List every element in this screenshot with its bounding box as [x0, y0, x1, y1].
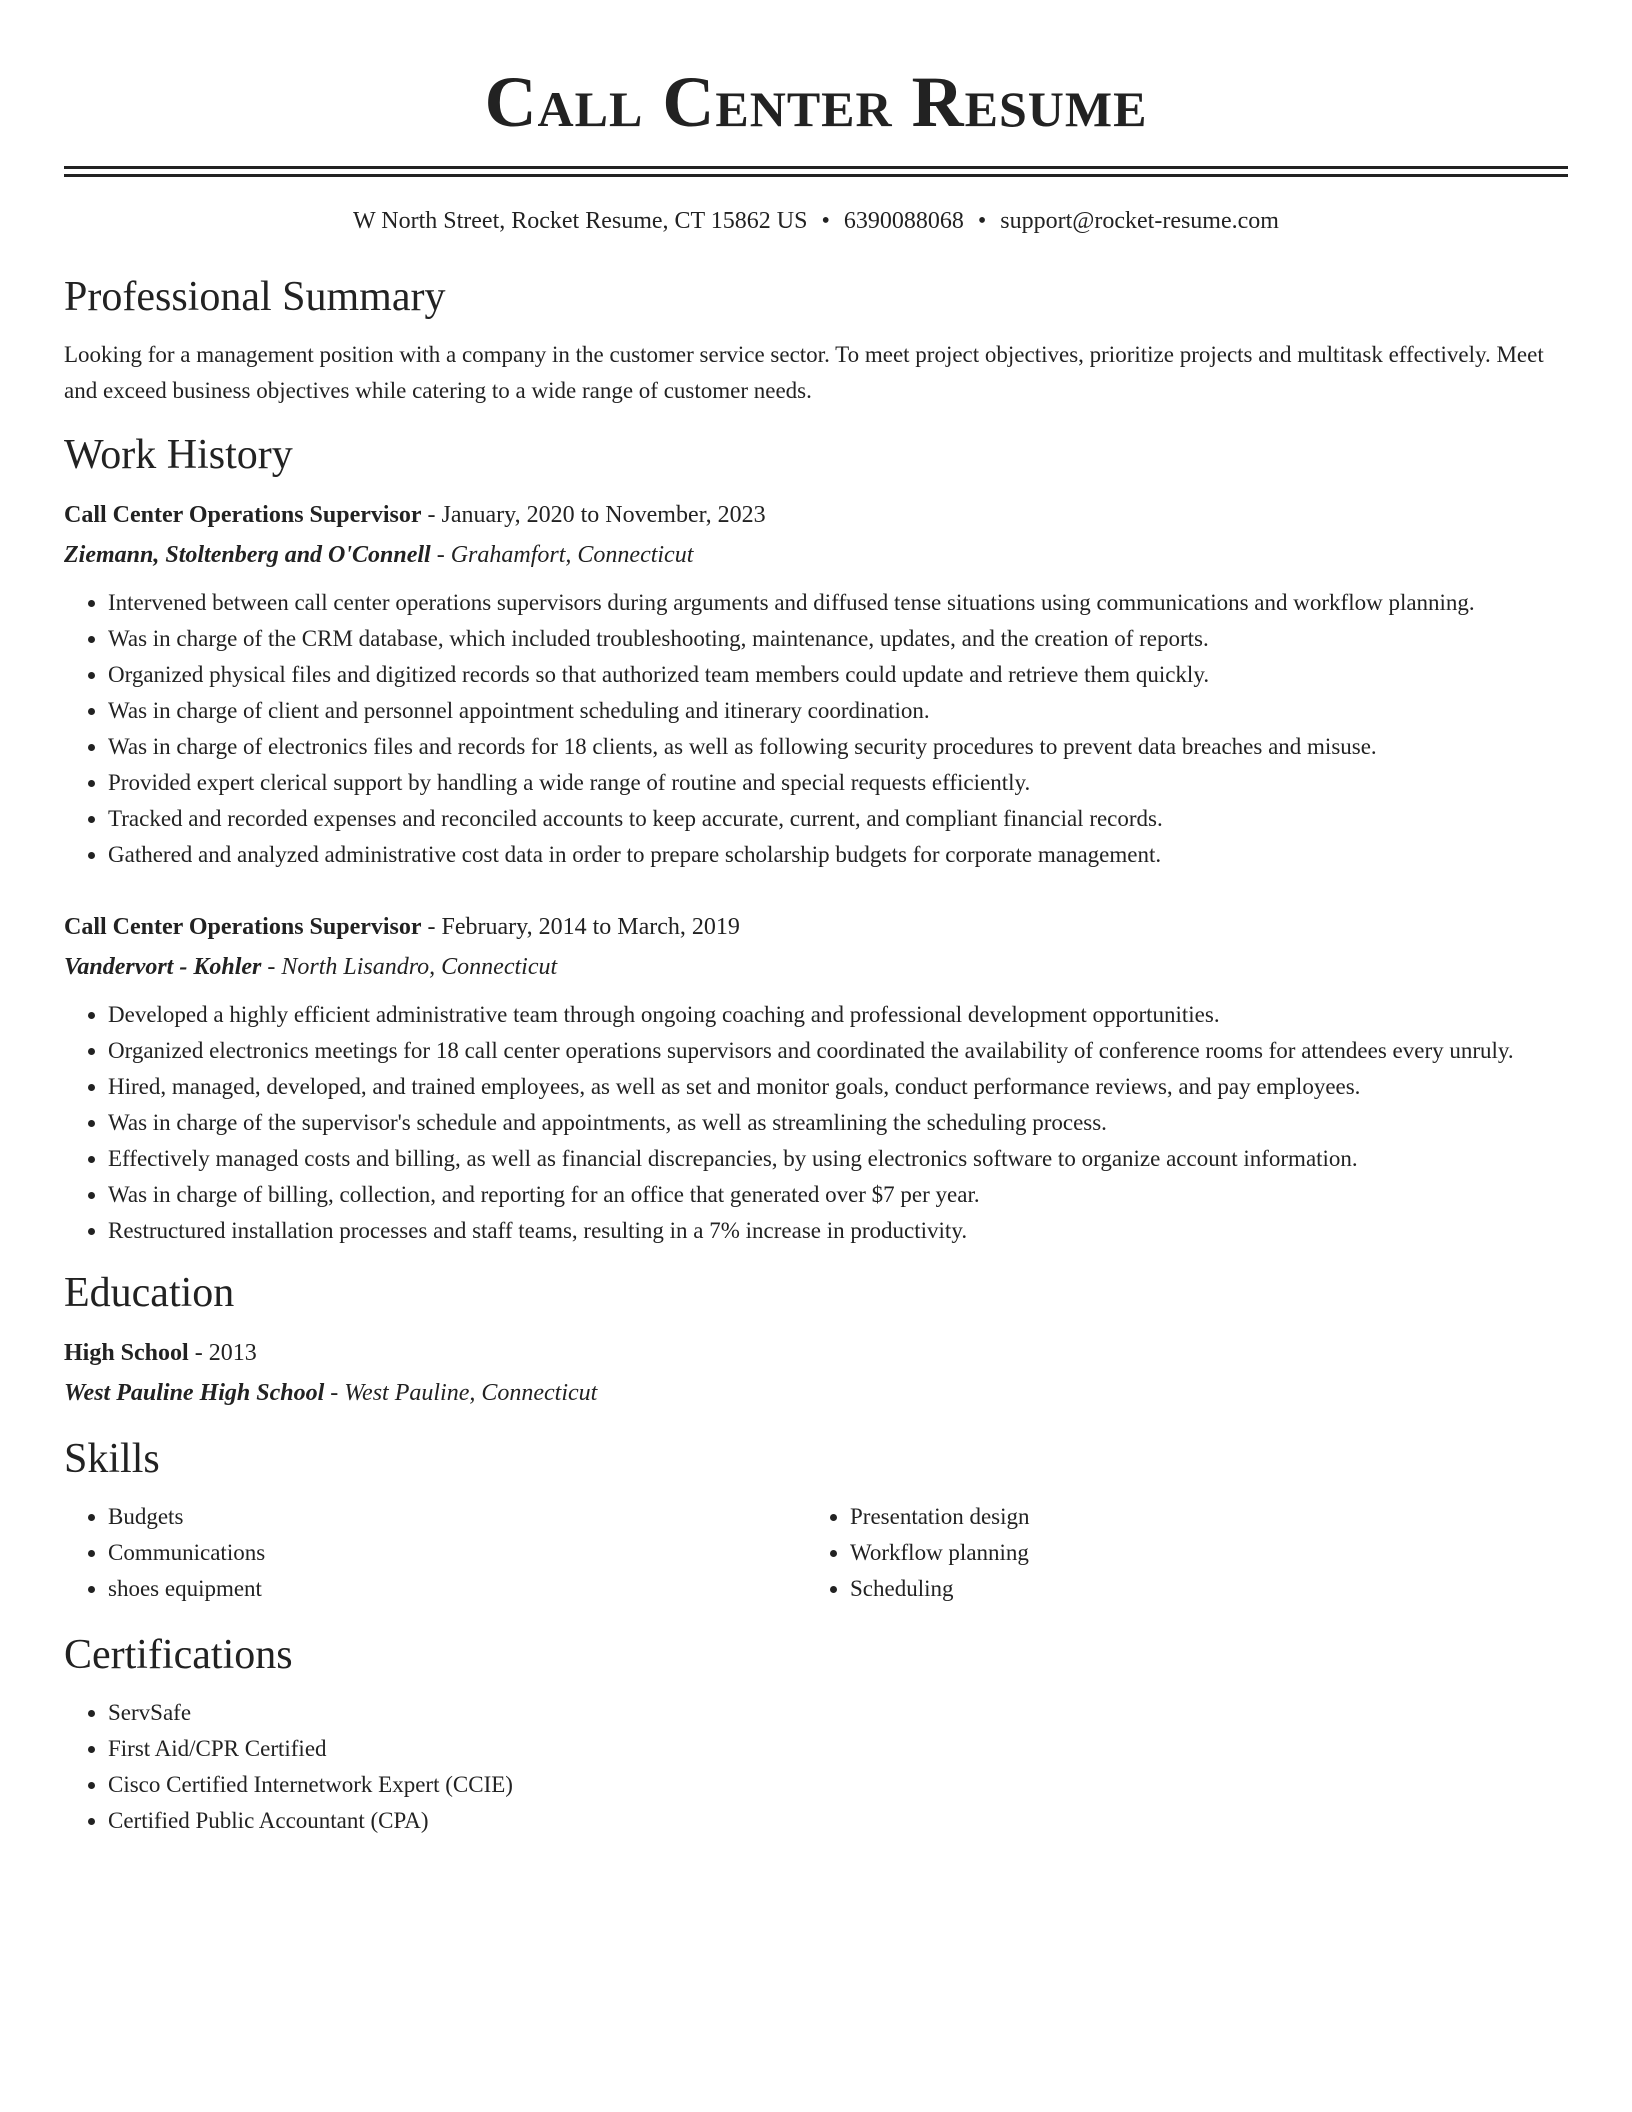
- degree: High School: [64, 1340, 189, 1366]
- list-item: • Effectively managed costs and billing, as well as financial discrepancies, by using electronics software to organize account information.: [108, 1141, 1568, 1177]
- skills-section: [64, 1433, 1568, 1607]
- list-item: • Developed a highly efficient administrative team through ongoing coaching and professional development opportunities.: [108, 997, 1568, 1033]
- job-title-line: [64, 495, 1568, 535]
- list-item: • Organized electronics meetings for 18 call center operations supervisors and coordinated the availability of conference rooms for attendees every unruly.: [108, 1033, 1568, 1069]
- company-line: [64, 535, 1568, 575]
- job-entry: [64, 907, 1568, 1249]
- company-location: - Grahamfort, Connecticut: [430, 542, 694, 568]
- certification-item: • Cisco Certified Internetwork Expert (CCIE): [108, 1767, 1568, 1803]
- summary-section: [64, 271, 1568, 409]
- job-entry: [64, 495, 1568, 873]
- job-dates: - February, 2014 to March, 2019: [421, 914, 740, 940]
- contact-phone: 6390088068: [843, 208, 964, 234]
- list-item: • Provided expert clerical support by handling a wide range of routine and special requests efficiently.: [108, 765, 1568, 801]
- summary-text: Looking for a management position with a company in the customer service sector. To meet project objectives, prioritize projects and multitask effectively. Meet and exceed business objectives while catering to a wide range of customer needs.: [64, 342, 1544, 403]
- job-bullets: [64, 997, 1568, 1249]
- resume-title: Call Center Resume: [484, 62, 1148, 142]
- summary-heading: Professional Summary: [64, 274, 446, 320]
- school-name: West Pauline High School: [64, 1380, 325, 1406]
- degree-line: [64, 1333, 1568, 1373]
- education-entry: [64, 1333, 1568, 1413]
- list-item: • Was in charge of electronics files and records for 18 clients, as well as following security procedures to prevent data breaches and misuse.: [108, 729, 1568, 765]
- skill-item: • Presentation design: [850, 1499, 1548, 1535]
- list-item: • Was in charge of the CRM database, which included troubleshooting, maintenance, updates, and the creation of reports.: [108, 621, 1568, 657]
- skill-item: • shoes equipment: [108, 1571, 806, 1607]
- contact-address: W North Street, Rocket Resume, CT 15862 US: [353, 208, 808, 234]
- graduation-year: - 2013: [188, 1340, 257, 1366]
- resume-page: [64, 0, 1568, 1839]
- company-location: - North Lisandro, Connecticut: [261, 954, 558, 980]
- school-location: - West Pauline, Connecticut: [324, 1380, 598, 1406]
- company-name: Vandervort - Kohler: [64, 954, 262, 980]
- title-double-rule: [64, 166, 1568, 177]
- list-item: • Restructured installation processes and staff teams, resulting in a 7% increase in productivity.: [108, 1213, 1568, 1249]
- certifications-heading: Certifications: [64, 1632, 293, 1678]
- list-item: • Gathered and analyzed administrative cost data in order to prepare scholarship budgets for corporate management.: [108, 837, 1568, 873]
- list-item: • Tracked and recorded expenses and reconciled accounts to keep accurate, current, and compliant financial records.: [108, 801, 1568, 837]
- skills-grid: [64, 1499, 1568, 1607]
- contact-separator: •: [977, 208, 987, 234]
- skill-item: • Communications: [108, 1535, 806, 1571]
- certification-item: • ServSafe: [108, 1695, 1568, 1731]
- education-section: [64, 1267, 1568, 1413]
- skills-column-right: [806, 1499, 1548, 1607]
- certifications-list: [64, 1695, 1568, 1839]
- work-history-section: [64, 429, 1568, 1249]
- skills-column-left: [64, 1499, 806, 1607]
- certifications-section: [64, 1629, 1568, 1839]
- job-title-line: [64, 907, 1568, 947]
- list-item: • Was in charge of the supervisor's schedule and appointments, as well as streamlining the scheduling process.: [108, 1105, 1568, 1141]
- skill-item: • Budgets: [108, 1499, 806, 1535]
- education-heading: Education: [64, 1270, 235, 1316]
- job-dates: - January, 2020 to November, 2023: [421, 502, 766, 528]
- list-item: • Was in charge of billing, collection, and reporting for an office that generated over $7 per year.: [108, 1177, 1568, 1213]
- list-item: • Hired, managed, developed, and trained employees, as well as set and monitor goals, conduct performance reviews, and pay employees.: [108, 1069, 1568, 1105]
- contact-separator: •: [821, 208, 830, 234]
- list-item: • Intervened between call center operations supervisors during arguments and diffused tense situations using communications and workflow planning.: [108, 585, 1568, 621]
- skill-item: • Scheduling: [850, 1571, 1548, 1607]
- work-history-heading: Work History: [64, 432, 293, 478]
- company-name: Ziemann, Stoltenberg and O'Connell: [64, 542, 431, 568]
- skill-item: • Workflow planning: [850, 1535, 1548, 1571]
- job-title: Call Center Operations Supervisor: [64, 914, 422, 940]
- list-item: • Was in charge of client and personnel appointment scheduling and itinerary coordination.: [108, 693, 1568, 729]
- job-bullets: [64, 585, 1568, 873]
- certification-item: • Certified Public Accountant (CPA): [108, 1803, 1568, 1839]
- certification-item: • First Aid/CPR Certified: [108, 1731, 1568, 1767]
- skills-heading: Skills: [64, 1436, 160, 1482]
- company-line: [64, 947, 1568, 987]
- list-item: • Organized physical files and digitized records so that authorized team members could update and retrieve them quickly.: [108, 657, 1568, 693]
- contact-line: [64, 205, 1568, 237]
- job-title: Call Center Operations Supervisor: [64, 502, 422, 528]
- school-line: [64, 1373, 1568, 1413]
- contact-email: support@rocket-resume.com: [1000, 208, 1279, 234]
